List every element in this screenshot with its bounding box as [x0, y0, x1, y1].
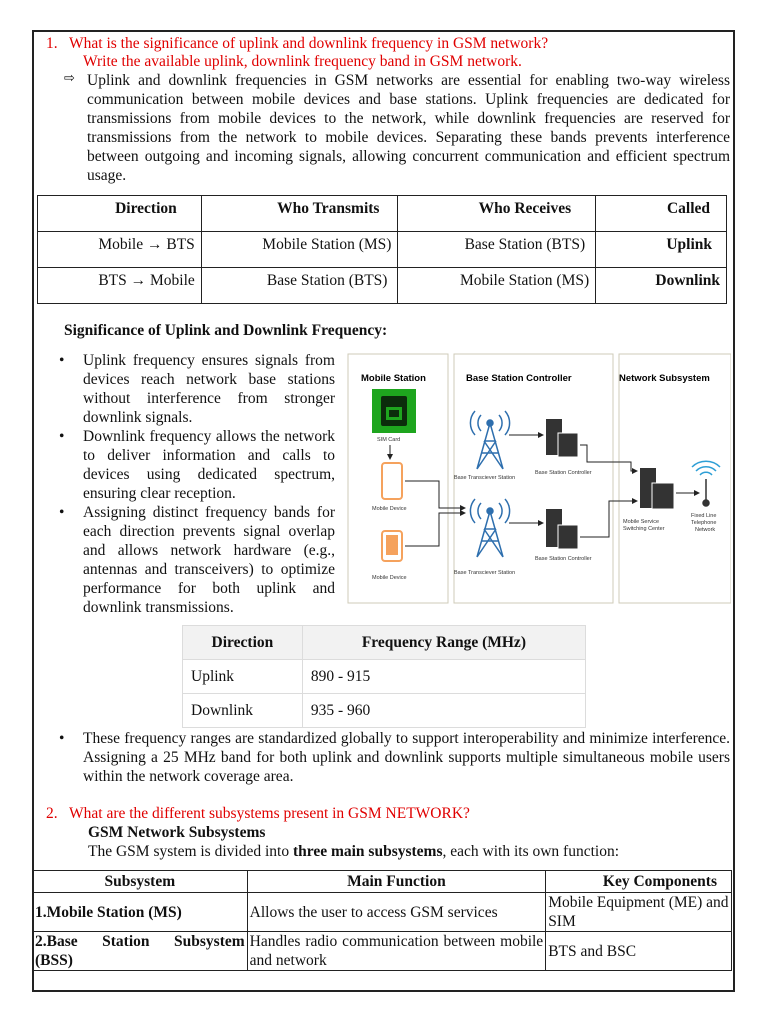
table-cell: 935 - 960	[302, 694, 585, 728]
answer-arrow-icon: ⇨	[64, 71, 75, 86]
sim-card-icon	[372, 389, 416, 433]
gsm-subsystems-heading: GSM Network Subsystems	[88, 824, 266, 841]
table-row	[183, 694, 586, 728]
table-cell: BTS and BSC	[546, 932, 732, 971]
table-header-row	[38, 196, 727, 232]
table-header-cell: Frequency Range (MHz)	[302, 626, 585, 660]
table-cell: 1.Mobile Station (MS)	[33, 893, 248, 932]
network-subsystem-panel	[619, 354, 731, 603]
frequency-range-table	[182, 625, 586, 728]
table-cell: Allows the user to access GSM services	[247, 893, 546, 932]
table-cell: Handles radio communication between mobile and network	[247, 932, 546, 971]
table-row	[38, 268, 727, 304]
bullet-icon: •	[59, 504, 65, 521]
uplink-downlink-table	[37, 195, 727, 304]
table-cell: Uplink	[596, 232, 727, 268]
table-cell: Mobile Station (MS)	[398, 268, 596, 304]
table-cell: BTS → Mobile	[38, 268, 202, 304]
bts-label: Base Transciever Station	[454, 570, 516, 576]
table-cell: Mobile Station (MS)	[201, 232, 398, 268]
significance-heading: Significance of Uplink and Downlink Frequency:	[64, 322, 388, 339]
table-header-cell: Who Transmits	[201, 196, 398, 232]
bullet-text: Uplink frequency ensures signals from devices reach network base stations without interference from stronger downlink signals.	[83, 352, 335, 426]
mobile-device-icon	[382, 531, 402, 561]
gsm-subsystems-intro	[88, 843, 619, 861]
table-header-cell: Direction	[38, 196, 202, 232]
bullet-icon: •	[59, 730, 65, 747]
mobile-device-label: Mobile Device	[372, 506, 407, 512]
table-cell: Mobile → BTS	[38, 232, 202, 268]
fixed-line-label: Fixed Line	[691, 513, 717, 519]
gsm-architecture-diagram	[347, 353, 731, 604]
intro-text: , each with its own function:	[442, 843, 620, 860]
intro-text: The GSM system is divided into	[88, 843, 293, 860]
bullet-item	[59, 503, 335, 617]
bullet-icon: •	[59, 428, 65, 445]
mobile-device-label: Mobile Device	[372, 575, 407, 581]
table-header-cell: Direction	[183, 626, 303, 660]
table-header-row	[33, 871, 732, 893]
intro-bold-text: three main subsystems	[292, 843, 443, 860]
bullet-item	[59, 351, 335, 427]
bullet-text: Assigning distinct frequency bands for each direction prevents signal overlap and allows network hardware (e.g., antennas and transceivers) to optimize performance for both uplink and downlink transmissions.	[83, 504, 335, 616]
table-row	[33, 932, 732, 971]
table-cell: Downlink	[183, 694, 303, 728]
question-1-line2: Write the available uplink, downlink frequency band in GSM network.	[83, 53, 522, 70]
question-2-number: 2.	[46, 805, 58, 822]
table-row	[38, 232, 727, 268]
sim-label: SIM Card	[377, 437, 401, 443]
bts-label: Base Transciever Station	[454, 475, 516, 481]
bullet-item	[59, 729, 730, 786]
table-cell: Uplink	[183, 660, 303, 694]
table-cell: 2.Base Station Subsystem (BSS)	[33, 932, 248, 971]
bullet-item	[59, 427, 335, 503]
table-row	[183, 660, 586, 694]
table-header-cell: Who Receives	[398, 196, 596, 232]
table-cell: Mobile Equipment (ME) and SIM	[546, 893, 732, 932]
question-2-text: What are the different subsystems present in GSM NETWORK?	[69, 805, 470, 822]
table-header-cell: Subsystem	[33, 871, 248, 893]
question-1-number: 1.	[46, 35, 58, 52]
fixed-line-label: Telephone	[691, 520, 717, 526]
bullet-icon: •	[59, 352, 65, 369]
col-label-bsc: Base Station Controller	[466, 373, 572, 384]
table-header-cell: Key Components	[546, 871, 732, 893]
table-cell: Base Station (BTS)	[201, 268, 398, 304]
bsc-label: Base Station Controller	[535, 470, 592, 476]
table-cell: Base Station (BTS)	[398, 232, 596, 268]
bsc-label: Base Station Controller	[535, 556, 592, 562]
msc-label: Mobile Service	[623, 519, 660, 525]
mobile-device-icon	[382, 463, 402, 499]
table-header-row	[183, 626, 586, 660]
gsm-subsystems-table	[32, 870, 732, 971]
table-row	[33, 893, 732, 932]
msc-label: Switching Center	[623, 526, 665, 532]
table-cell: Downlink	[596, 268, 727, 304]
col-label-mobile-station: Mobile Station	[361, 373, 426, 384]
table-header-cell: Main Function	[247, 871, 546, 893]
bullet-text: These frequency ranges are standardized globally to support interoperability and minimize interference. Assigning a 25 MHz band for both uplink and downlink supports multiple simultaneous mobile users within the network coverage area.	[83, 730, 730, 785]
bullet-text: Downlink frequency allows the network to deliver information and calls to devices using dedicated spectrum, ensuring clear reception.	[83, 428, 335, 502]
answer-paragraph: Uplink and downlink frequencies in GSM networks are essential for enabling two-way wireless communication between mobile devices and base stations. Uplink frequencies are dedicated for transmissions from mobile devices to the network, while downlink frequencies are reserved for transmissions from the network to mobile devices. Separating these bands prevents interference between outgoing and incoming signals, allowing concurrent communication and efficient spectrum usage.	[87, 72, 730, 184]
table-header-cell: Called	[596, 196, 727, 232]
table-cell: 890 - 915	[302, 660, 585, 694]
col-label-network-subsystem: Network Subsystem	[619, 373, 710, 384]
question-1-line1: What is the significance of uplink and downlink frequency in GSM network?	[69, 35, 549, 52]
fixed-line-label: Network	[695, 527, 716, 533]
